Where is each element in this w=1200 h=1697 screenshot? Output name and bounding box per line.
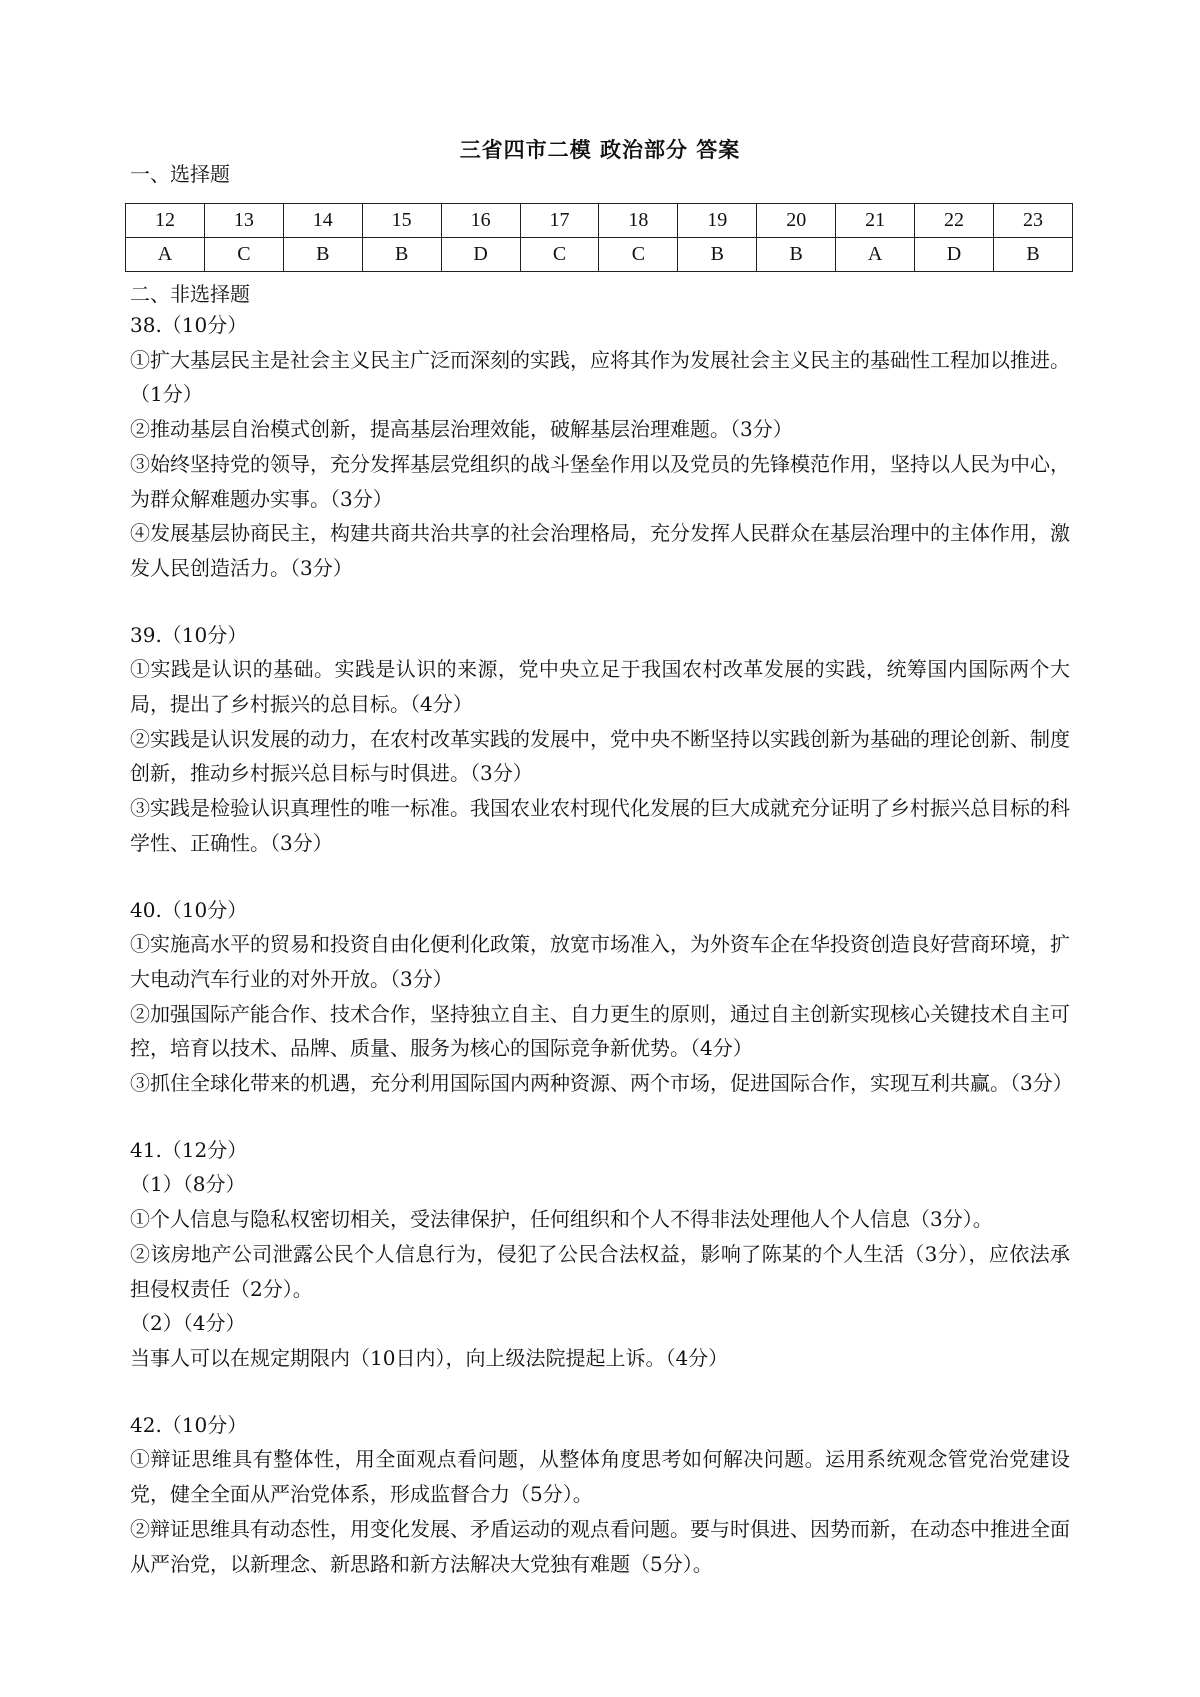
answer-letter-cell: A [836,238,915,272]
question-number-cell: 15 [362,204,441,238]
question-block-38 [130,308,1070,586]
answer-point: ②实践是认识发展的动力，在农村改革实践的发展中，党中央不断坚持以实践创新为基础的理论创新、制度创新，推动乡村振兴总目标与时俱进。（3分） [130,726,1070,786]
answer-point: ①个人信息与隐私权密切相关，受法律保护，任何组织和个人不得非法处理他人个人信息（3分）。 [130,1207,993,1232]
question-heading: 42.（10分） [130,1412,248,1437]
answer-letter-cell: D [915,238,994,272]
question-number-cell: 14 [283,204,362,238]
question-block-40 [130,893,1073,1101]
choice-answer-table [125,203,1073,272]
answer-point: ②辩证思维具有动态性，用变化发展、矛盾运动的观点看问题。要与时俱进、因势而新，在动态中推进全面从严治党，以新理念、新思路和新方法解决大党独有难题（5分）。 [130,1516,1070,1576]
question-number-cell: 22 [915,204,994,238]
answer-point: ①实施高水平的贸易和投资自由化便利化政策，放宽市场准入，为外资车企在华投资创造良好营商环境，扩大电动汽车行业的对外开放。（3分） [130,932,1070,991]
question-block-41 [130,1133,1070,1376]
answer-letter-cell: C [599,238,678,272]
answer-point: ③抓住全球化带来的机遇，充分利用国际国内两种资源、两个市场，促进国际合作，实现互利共赢。（3分） [130,1071,1073,1096]
answer-letter-cell: B [283,238,362,272]
nonchoice-answers [130,308,1073,1613]
question-number-cell: 16 [441,204,520,238]
answer-letter-cell: C [204,238,283,272]
answer-point: ②推动基层自治模式创新，提高基层治理效能，破解基层治理难题。（3分） [130,417,793,442]
question-number-cell: 19 [678,204,757,238]
section-nonchoice-title: 二、非选择题 [130,282,250,306]
question-heading: 39.（10分） [130,622,248,647]
answer-letter-cell: B [757,238,836,272]
question-number-cell: 23 [993,204,1072,238]
question-number-cell: 13 [204,204,283,238]
question-number-cell: 18 [599,204,678,238]
question-block-39 [130,618,1070,861]
answer-letter-cell: D [441,238,520,272]
question-heading: 41.（12分） [130,1137,248,1162]
answer-letter-cell: B [678,238,757,272]
answer-point: ①扩大基层民主是社会主义民主广泛而深刻的实践，应将其作为发展社会主义民主的基础性工程加以推进。（1分） [130,347,1070,407]
question-number-row [126,204,1073,238]
section-choice-title: 一、选择题 [130,162,230,186]
question-heading: 40.（10分） [130,897,248,922]
answer-letter-cell: B [362,238,441,272]
sub-question-heading: （2）（4分） [130,1311,246,1336]
answer-point: ①辩证思维具有整体性，用全面观点看问题，从整体角度思考如何解决问题。运用系统观念管党治党建设党，健全全面从严治党体系，形成监督合力（5分）。 [130,1447,1070,1507]
question-number-cell: 12 [126,204,205,238]
answer-point: 当事人可以在规定期限内（10日内），向上级法院提起上诉。（4分） [130,1345,729,1370]
answer-letter-cell: A [126,238,205,272]
answer-letter-cell: B [993,238,1072,272]
answer-point: ①实践是认识的基础。实践是认识的来源，党中央立足于我国农村改革发展的实践，统筹国内国际两个大局，提出了乡村振兴的总目标。（4分） [130,657,1070,717]
question-number-cell: 21 [836,204,915,238]
question-block-42 [130,1408,1070,1582]
question-number-cell: 17 [520,204,599,238]
answer-point: ②该房地产公司泄露公民个人信息行为，侵犯了公民合法权益，影响了陈某的个人生活（3分），应依法承担侵权责任（2分）。 [130,1241,1070,1301]
question-heading: 38.（10分） [130,313,248,337]
answer-letter-row [126,238,1073,272]
question-number-cell: 20 [757,204,836,238]
answer-point: ②加强国际产能合作、技术合作，坚持独立自主、自力更生的原则，通过自主创新实现核心关键技术自主可控，培育以技术、品牌、质量、服务为核心的国际竞争新优势。（4分） [130,1001,1070,1061]
answer-point: ④发展基层协商民主，构建共商共治共享的社会治理格局，充分发挥人民群众在基层治理中的主体作用，激发人民创造活力。（3分） [130,521,1070,580]
answer-point: ③始终坚持党的领导，充分发挥基层党组织的战斗堡垒作用以及党员的先锋模范作用，坚持以人民为中心，为群众解难题办实事。（3分） [130,451,1070,511]
answer-point: ③实践是检验认识真理性的唯一标准。我国农业农村现代化发展的巨大成就充分证明了乡村振兴总目标的科学性、正确性。（3分） [130,796,1070,855]
document-title: 三省四市二模 政治部分 答案 [459,137,741,162]
answer-letter-cell: C [520,238,599,272]
sub-question-heading: （1）（8分） [130,1172,246,1197]
